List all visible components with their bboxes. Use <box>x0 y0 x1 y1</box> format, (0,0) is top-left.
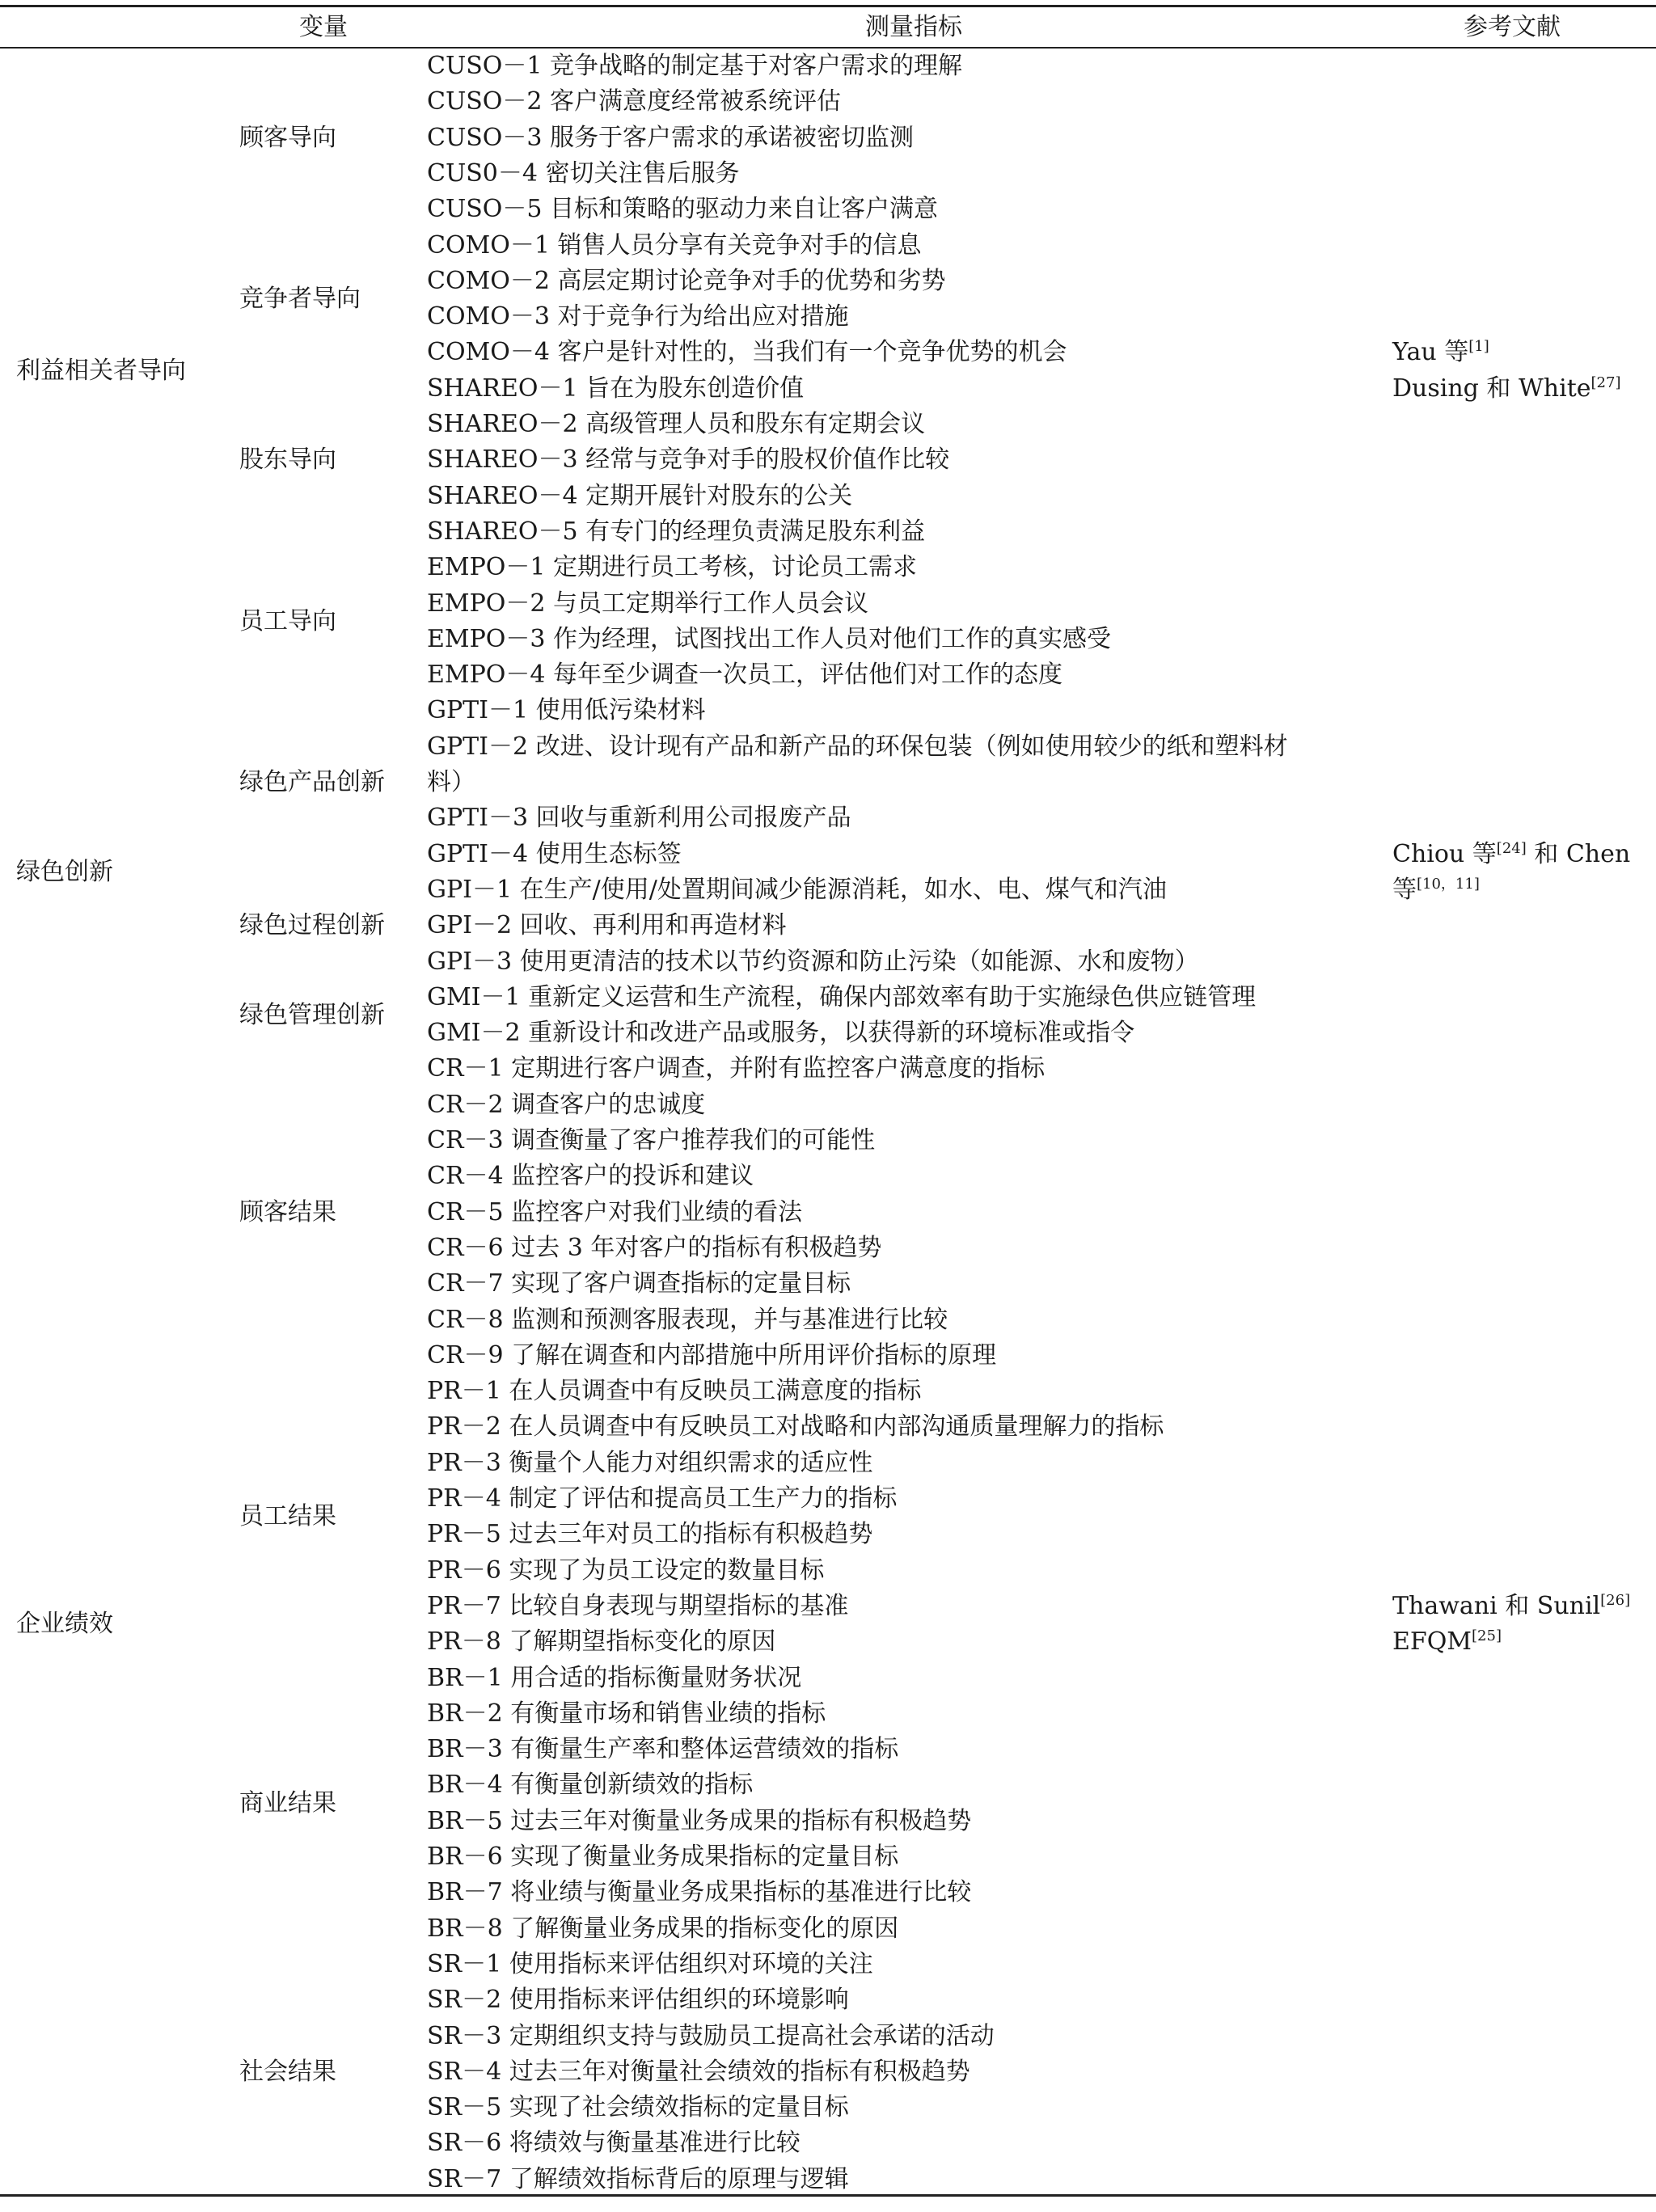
indicator-item: GPI－1 在生产/使用/处置期间减少能源消耗，如水、电、煤气和汽油 <box>427 875 1167 904</box>
indicator-item: 料） <box>427 768 475 796</box>
reference-author: EFQM <box>1392 1627 1472 1657</box>
sub-variable-label: 股东导向 <box>239 445 336 475</box>
indicator-item: CUSO－1 竞争战略的制定基于对客户需求的理解 <box>427 52 963 80</box>
indicator-item: BR－6 实现了衡量业务成果指标的定量目标 <box>427 1843 899 1871</box>
indicator-item: GPTI－3 回收与重新利用公司报废产品 <box>427 804 851 833</box>
indicator-item: CR－2 调查客户的忠诚度 <box>427 1090 706 1119</box>
indicator-item: PR－7 比较自身表现与期望指标的基准 <box>427 1591 849 1620</box>
indicator-item: SHAREO－2 高级管理人员和股东有定期会议 <box>427 410 926 438</box>
sub-variable-label: 员工结果 <box>239 1502 336 1531</box>
indicator-item: EMPO－3 作为经理，试图找出工作人员对他们工作的真实感受 <box>427 624 1112 653</box>
reference-author: Yau 等 <box>1392 338 1469 367</box>
indicator-item: COMO－2 高层定期讨论竞争对手的优势和劣势 <box>427 266 946 295</box>
indicator-item: SHAREO－1 旨在为股东创造价值 <box>427 374 805 403</box>
reference-citation: [1] <box>1468 338 1489 356</box>
header-variable: 变量 <box>299 13 348 41</box>
indicator-item: GPI－3 使用更清洁的技术以节约资源和防止污染（如能源、水和废物） <box>427 947 1199 976</box>
reference-citation: [24] <box>1496 839 1527 857</box>
header-reference: 参考文献 <box>1464 13 1561 41</box>
indicator-item: SR－2 使用指标来评估组织的环境影响 <box>427 1986 849 2015</box>
sub-variable-label: 竞争者导向 <box>239 284 361 313</box>
indicator-item: GPTI－1 使用低污染材料 <box>427 696 706 725</box>
indicator-item: SHAREO－4 定期开展针对股东的公关 <box>427 481 853 510</box>
indicator-item: SHAREO－3 经常与竞争对手的股权价值作比较 <box>427 445 950 475</box>
indicator-item: EMPO－2 与员工定期举行工作人员会议 <box>427 589 869 618</box>
indicator-item: SR－5 实现了社会绩效指标的定量目标 <box>427 2093 849 2122</box>
indicator-item: PR－8 了解期望指标变化的原因 <box>427 1627 776 1657</box>
indicator-item: CR－1 定期进行客户调查，并附有监控客户满意度的指标 <box>427 1054 1046 1083</box>
sub-variable-label: 绿色产品创新 <box>239 768 385 796</box>
indicator-item: SR－3 定期组织支持与鼓励员工提高社会承诺的活动 <box>427 2021 995 2050</box>
indicator-item: BR－1 用合适的指标衡量财务状况 <box>427 1663 802 1692</box>
indicator-item: BR－3 有衡量生产率和整体运营绩效的指标 <box>427 1735 899 1764</box>
reference-line <box>1392 1624 1502 1660</box>
variable-group-label: 绿色创新 <box>16 857 113 886</box>
reference-line <box>1392 1589 1630 1624</box>
indicator-item: BR－2 有衡量市场和销售业绩的指标 <box>427 1699 826 1728</box>
sub-variable-label: 绿色过程创新 <box>239 911 385 940</box>
indicator-item: CR－3 调查衡量了客户推荐我们的可能性 <box>427 1126 876 1155</box>
indicator-item: SR－4 过去三年对衡量社会绩效的指标有积极趋势 <box>427 2057 970 2086</box>
indicator-item: CR－7 实现了客户调查指标的定量目标 <box>427 1269 851 1298</box>
reference-author: Thawani 和 Sunil <box>1392 1591 1601 1620</box>
indicator-item: EMPO－1 定期进行员工考核，讨论员工需求 <box>427 553 918 582</box>
header-indicator: 测量指标 <box>865 13 962 41</box>
indicator-item: PR－1 在人员调查中有反映员工满意度的指标 <box>427 1377 922 1406</box>
variable-group-label: 企业绩效 <box>16 1610 113 1639</box>
reference-citation: [25] <box>1472 1627 1502 1645</box>
indicator-item: BR－5 过去三年对衡量业务成果的指标有积极趋势 <box>427 1806 972 1835</box>
indicator-item: GPI－2 回收、再利用和再造材料 <box>427 911 787 940</box>
sub-variable-label: 社会结果 <box>239 2057 336 2086</box>
indicator-item: COMO－4 客户是针对性的，当我们有一个竞争优势的机会 <box>427 338 1067 367</box>
reference-line <box>1392 335 1489 370</box>
indicator-item: PR－5 过去三年对员工的指标有积极趋势 <box>427 1520 873 1549</box>
indicator-item: COMO－1 销售人员分享有关竞争对手的信息 <box>427 230 922 260</box>
sub-variable-label: 顾客结果 <box>239 1197 336 1226</box>
indicator-item: PR－4 制定了评估和提高员工生产力的指标 <box>427 1484 898 1513</box>
indicator-item: PR－6 实现了为员工设定的数量目标 <box>427 1556 825 1585</box>
indicator-item: SR－6 将绩效与衡量基准进行比较 <box>427 2129 801 2158</box>
indicator-item: SHAREO－5 有专门的经理负责满足股东利益 <box>427 517 926 546</box>
indicator-item: CUSO－3 服务于客户需求的承诺被密切监测 <box>427 123 915 152</box>
reference-author: Dusing 和 White <box>1392 374 1591 403</box>
reference-line <box>1392 872 1480 908</box>
sub-variable-label: 顾客导向 <box>239 123 336 152</box>
indicator-item: CR－5 监控客户对我们业绩的看法 <box>427 1197 803 1226</box>
indicator-item: CUS0－4 密切关注售后服务 <box>427 158 740 188</box>
indicator-item: PR－2 在人员调查中有反映员工对战略和内部沟通质量理解力的指标 <box>427 1412 1164 1442</box>
reference-citation: [26] <box>1600 1591 1631 1609</box>
reference-line <box>1392 371 1620 407</box>
indicator-item: SR－1 使用指标来评估组织对环境的关注 <box>427 1949 873 1978</box>
top-rule <box>0 5 1656 7</box>
indicator-item: CR－4 监控客户的投诉和建议 <box>427 1162 754 1191</box>
indicator-item: PR－3 衡量个人能力对组织需求的适应性 <box>427 1448 873 1477</box>
indicator-item: GMI－1 重新定义运营和生产流程，确保内部效率有助于实施绿色供应链管理 <box>427 982 1257 1011</box>
indicator-item: CR－6 过去 3 年对客户的指标有积极趋势 <box>427 1233 882 1262</box>
indicator-item: CUSO－5 目标和策略的驱动力来自让客户满意 <box>427 195 939 224</box>
indicator-item: COMO－3 对于竞争行为给出应对措施 <box>427 302 849 331</box>
indicator-item: GPTI－4 使用生态标签 <box>427 839 682 868</box>
reference-line <box>1392 837 1630 872</box>
indicator-item: EMPO－4 每年至少调查一次员工，评估他们对工作的态度 <box>427 661 1063 690</box>
sub-variable-label: 绿色管理创新 <box>239 1000 385 1029</box>
reference-author: 等 <box>1392 875 1417 904</box>
indicator-item: GMI－2 重新设计和改进产品或服务，以获得新的环境标准或指令 <box>427 1019 1135 1048</box>
indicator-item: CR－8 监测和预测客服表现，并与基准进行比较 <box>427 1305 948 1334</box>
reference-citation: [10，11] <box>1417 875 1480 893</box>
indicator-item: CR－9 了解在调查和内部措施中所用评价指标的原理 <box>427 1340 997 1370</box>
indicator-item: SR－7 了解绩效指标背后的原理与逻辑 <box>427 2164 849 2193</box>
reference-tail: 和 Chen <box>1526 839 1631 868</box>
sub-variable-label: 商业结果 <box>239 1788 336 1817</box>
bottom-rule <box>0 2194 1656 2197</box>
variable-group-label: 利益相关者导向 <box>16 356 186 385</box>
reference-citation: [27] <box>1591 374 1621 391</box>
reference-author: Chiou 等 <box>1392 839 1497 868</box>
indicator-item: BR－4 有衡量创新绩效的指标 <box>427 1771 754 1800</box>
indicator-item: BR－7 将业绩与衡量业务成果指标的基准进行比较 <box>427 1878 972 1907</box>
indicator-item: GPTI－2 改进、设计现有产品和新产品的环保包装（例如使用较少的纸和塑料材 <box>427 732 1288 761</box>
indicator-item: CUSO－2 客户满意度经常被系统评估 <box>427 87 842 116</box>
sub-variable-label: 员工导向 <box>239 606 336 635</box>
indicator-item: BR－8 了解衡量业务成果的指标变化的原因 <box>427 1914 899 1943</box>
